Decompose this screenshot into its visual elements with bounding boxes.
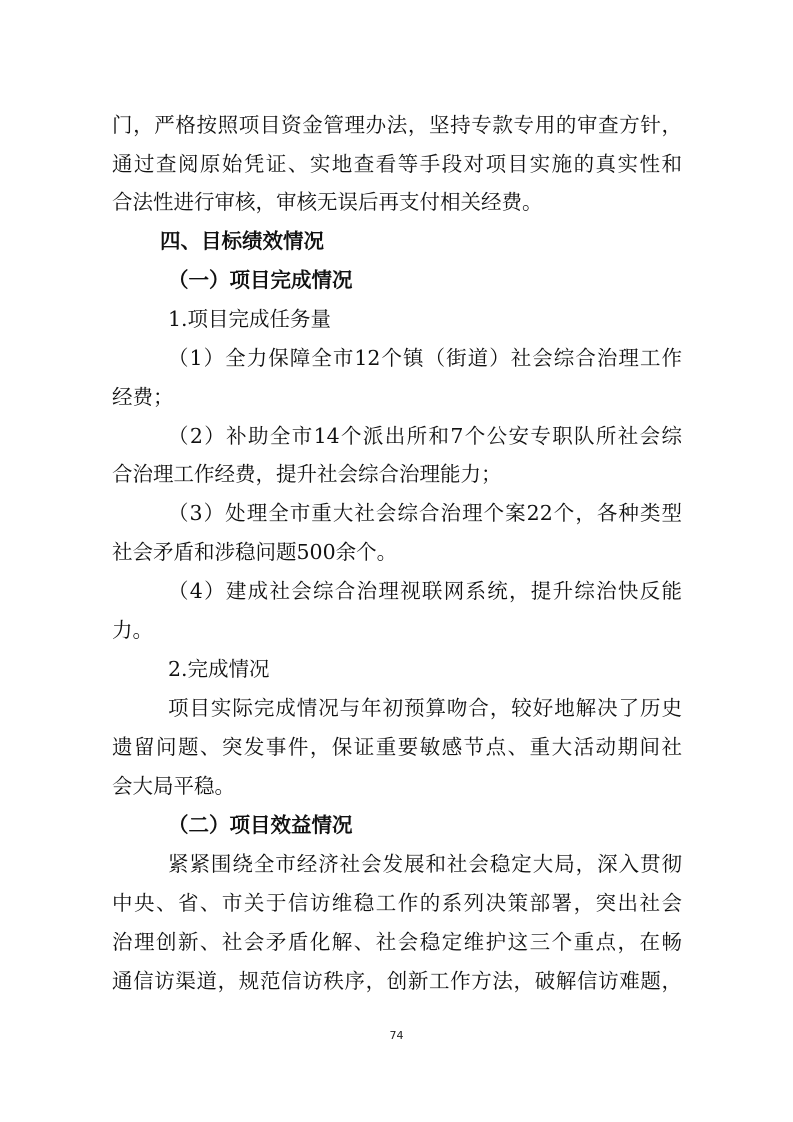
body-text-line: 合法性进行审核，审核无误后再支付相关经费。 bbox=[112, 190, 543, 214]
body-text-line: 中央、省、市关于信访维稳工作的系列决策部署，突出社会 bbox=[112, 891, 682, 915]
item-heading: 2.完成情况 bbox=[168, 657, 270, 681]
body-text-line: 门，严格按照项目资金管理办法，坚持专款专用的审查方针， bbox=[112, 113, 682, 137]
body-text-line: 通过查阅原始凭证、实地查看等手段对项目实施的真实性和 bbox=[112, 152, 682, 176]
body-text-line: （3）处理全市重大社会综合治理个案22个，各种类型 bbox=[168, 501, 682, 525]
body-text-line: 通信访渠道，规范信访秩序，创新工作方法，破解信访难题， bbox=[112, 969, 682, 993]
body-text-line: （2）补助全市14个派出所和7个公安专职队所社会综 bbox=[168, 424, 682, 448]
body-text-line: （4）建成社会综合治理视联网系统，提升综治快反能 bbox=[168, 579, 682, 603]
subsection-heading: （二）项目效益情况 bbox=[168, 813, 353, 837]
body-text-line: 遗留问题、突发事件，保证重要敏感节点、重大活动期间社 bbox=[112, 735, 682, 759]
body-text-line: 经费； bbox=[112, 385, 174, 409]
page-number: 74 bbox=[389, 1029, 404, 1042]
body-text-line: 紧紧围绕全市经济社会发展和社会稳定大局，深入贯彻 bbox=[168, 852, 682, 876]
body-text-line: （1）全力保障全市12个镇（街道）社会综合治理工作 bbox=[168, 346, 682, 370]
body-text-line: 项目实际完成情况与年初预算吻合，较好地解决了历史 bbox=[168, 696, 682, 720]
section-heading: 四、目标绩效情况 bbox=[160, 229, 324, 253]
item-heading: 1.项目完成任务量 bbox=[168, 307, 332, 331]
body-text-line: 治理创新、社会矛盾化解、社会稳定维护这三个重点，在畅 bbox=[112, 930, 682, 954]
body-text-line: 合治理工作经费，提升社会综合治理能力； bbox=[112, 462, 502, 486]
body-text-line: 社会矛盾和涉稳问题500余个。 bbox=[112, 540, 398, 564]
body-text-line: 会大局平稳。 bbox=[112, 774, 235, 798]
subsection-heading: （一）项目完成情况 bbox=[168, 268, 353, 292]
body-text-line: 力。 bbox=[112, 618, 153, 642]
